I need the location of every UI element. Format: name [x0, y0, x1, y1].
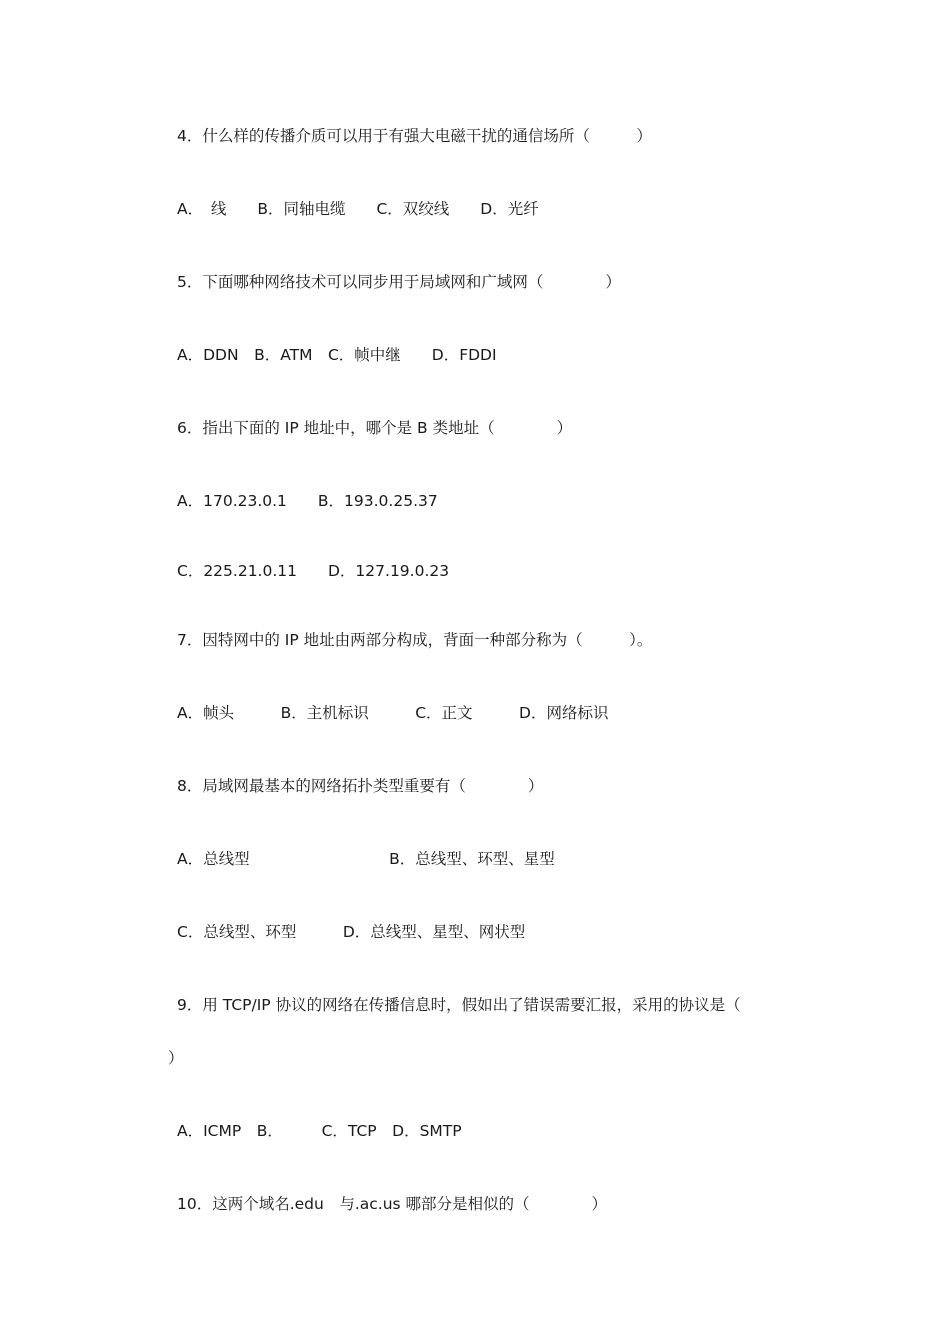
question-8-options-row-2: C．总线型、环型 D．总线型、星型、网状型 — [177, 923, 526, 941]
question-5-options: A．DDN B．ATM C．帧中继 D．FDDI — [177, 346, 497, 364]
question-8-stem: 8．局域网最基本的网络拓扑类型重要有（ ） — [177, 777, 544, 795]
question-5-stem: 5．下面哪种网络技术可以同步用于局域网和广域网（ ） — [177, 273, 621, 291]
question-6-options-row-1: A．170.23.0.1 B．193.0.25.37 — [177, 492, 438, 510]
question-9-stem-continuation: ） — [168, 1049, 184, 1067]
question-6-options-row-2: C．225.21.0.11 D．127.19.0.23 — [177, 562, 450, 580]
question-7-options: A．帧头 B．主机标识 C．正文 D．网络标识 — [177, 704, 609, 722]
question-10-stem: 10．这两个域名.edu 与.ac.us 哪部分是相似的（ ） — [177, 1195, 608, 1213]
question-9-stem: 9．用 TCP/IP 协议的网络在传播信息时，假如出了错误需要汇报，采用的协议是（ — [177, 996, 741, 1014]
question-4-stem: 4．什么样的传播介质可以用于有强大电磁干扰的通信场所（ ） — [177, 127, 652, 145]
question-9-options: A．ICMP B． C．TCP D．SMTP — [177, 1122, 462, 1140]
question-6-stem: 6．指出下面的 IP 地址中，哪个是 B 类地址（ ） — [177, 419, 573, 437]
question-8-options-row-1: A．总线型 B．总线型、环型、星型 — [177, 850, 555, 868]
question-4-options: A． 线 B．同轴电缆 C．双绞线 D．光纤 — [177, 200, 539, 218]
question-7-stem: 7．因特网中的 IP 地址由两部分构成，背面一种部分称为（ ）。 — [177, 631, 653, 649]
